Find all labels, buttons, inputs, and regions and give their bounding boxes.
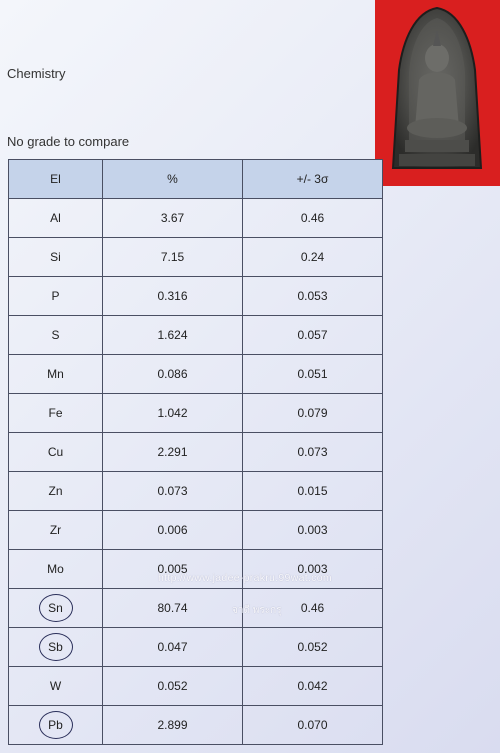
comparison-subtitle: No grade to compare (7, 134, 130, 149)
table-header-row (9, 160, 383, 199)
element-label: Sb (48, 640, 63, 654)
element-symbol (9, 316, 103, 355)
uncertainty-value: 0.052 (243, 628, 383, 667)
table-row (9, 238, 383, 277)
percent-value: 0.086 (103, 355, 243, 394)
element-symbol (9, 706, 103, 745)
percent-value: 0.316 (103, 277, 243, 316)
element-symbol (9, 472, 103, 511)
element-symbol (9, 394, 103, 433)
element-label: Cu (47, 445, 64, 459)
element-symbol (9, 511, 103, 550)
percent-value: 80.74 (103, 589, 243, 628)
percent-value: 0.006 (103, 511, 243, 550)
header-percent: % (103, 160, 243, 199)
uncertainty-value: 0.051 (243, 355, 383, 394)
uncertainty-value: 0.003 (243, 550, 383, 589)
header-uncertainty: +/- 3σ (243, 160, 383, 199)
uncertainty-value: 0.24 (243, 238, 383, 277)
percent-value: 0.052 (103, 667, 243, 706)
element-label: Zr (49, 523, 62, 537)
uncertainty-value: 0.46 (243, 199, 383, 238)
element-symbol (9, 667, 103, 706)
uncertainty-value: 0.003 (243, 511, 383, 550)
percent-value: 7.15 (103, 238, 243, 277)
percent-value: 1.042 (103, 394, 243, 433)
element-label: Si (50, 250, 61, 264)
uncertainty-value: 0.46 (243, 589, 383, 628)
element-label: Al (50, 211, 61, 225)
element-label: Pb (48, 718, 63, 732)
section-title: Chemistry (7, 66, 66, 81)
table-row (9, 355, 383, 394)
uncertainty-value: 0.015 (243, 472, 383, 511)
table-row (9, 472, 383, 511)
element-label: P (51, 289, 60, 303)
element-label: Zn (48, 484, 63, 498)
uncertainty-value: 0.079 (243, 394, 383, 433)
element-symbol (9, 199, 103, 238)
percent-value: 3.67 (103, 199, 243, 238)
table-row (9, 706, 383, 745)
uncertainty-value: 0.073 (243, 433, 383, 472)
element-symbol (9, 550, 103, 589)
table-body (9, 199, 383, 745)
table-row (9, 628, 383, 667)
amulet-photo (375, 0, 500, 186)
chemistry-table (8, 159, 383, 745)
element-symbol (9, 628, 103, 667)
element-label: S (51, 328, 60, 342)
buddha-amulet-image (375, 0, 500, 186)
uncertainty-value: 0.057 (243, 316, 383, 355)
element-symbol (9, 355, 103, 394)
uncertainty-value: 0.042 (243, 667, 383, 706)
percent-value: 1.624 (103, 316, 243, 355)
element-label: Mn (47, 367, 64, 381)
table-row (9, 316, 383, 355)
table-row (9, 199, 383, 238)
percent-value: 0.073 (103, 472, 243, 511)
element-label: Mo (47, 562, 64, 576)
element-label: W (49, 679, 62, 693)
uncertainty-value: 0.053 (243, 277, 383, 316)
element-symbol (9, 277, 103, 316)
uncertainty-value: 0.070 (243, 706, 383, 745)
percent-value: 2.291 (103, 433, 243, 472)
table-row (9, 277, 383, 316)
table-row (9, 433, 383, 472)
percent-value: 0.047 (103, 628, 243, 667)
element-label: Fe (48, 406, 63, 420)
element-symbol (9, 238, 103, 277)
table-row (9, 589, 383, 628)
table-row (9, 511, 383, 550)
element-symbol (9, 589, 103, 628)
element-symbol (9, 433, 103, 472)
watermark-url: http://www.jadee-prakru.99wat.com (158, 572, 332, 584)
table-row (9, 667, 383, 706)
watermark-name: จาดี พระกรุ (232, 605, 282, 616)
element-label: Sn (48, 601, 63, 615)
header-element: El (9, 160, 103, 199)
percent-value: 2.899 (103, 706, 243, 745)
table-row (9, 394, 383, 433)
percent-value: 0.005 (103, 550, 243, 589)
